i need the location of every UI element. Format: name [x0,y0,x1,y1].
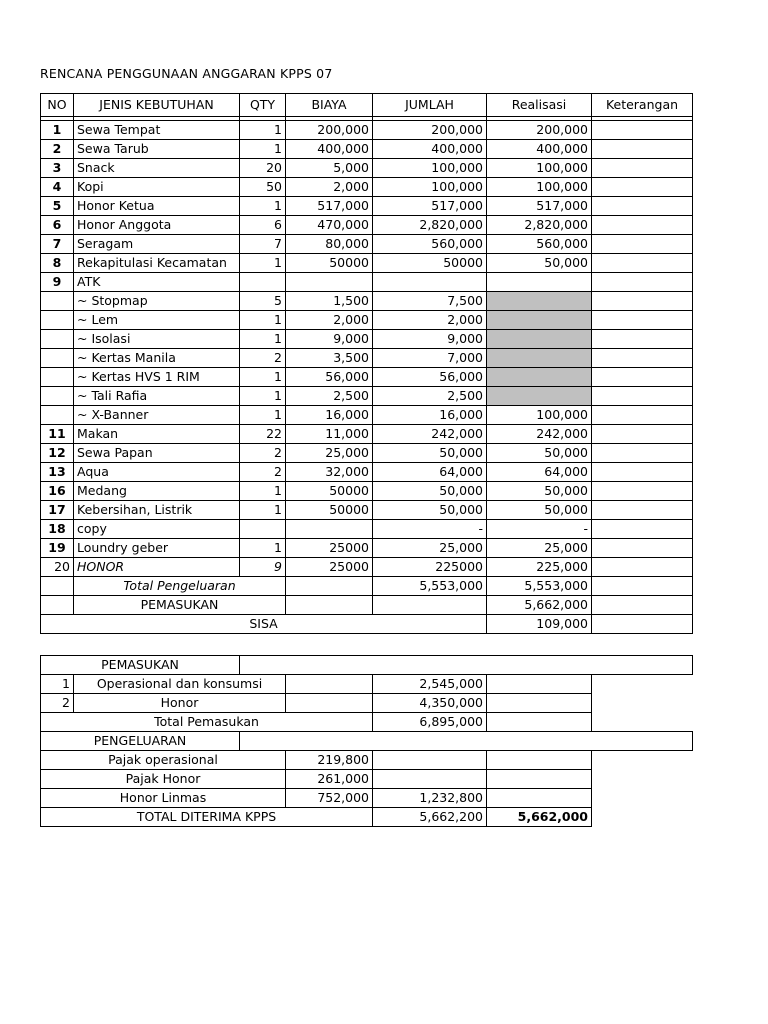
row-qty: 1 [240,368,286,387]
row-jumlah: 2,820,000 [373,216,487,235]
row-keterangan [592,387,693,406]
table-row [41,539,693,558]
row-keterangan [592,140,693,159]
row-jumlah: 225000 [373,558,487,577]
deduction-row [41,789,693,808]
row-realisasi [487,349,592,368]
row-item: Medang [74,482,240,501]
row-no [41,368,74,387]
row-realisasi [487,273,592,292]
row-keterangan [592,197,693,216]
row-qty: 2 [240,444,286,463]
row-biaya: 470,000 [286,216,373,235]
table-row [41,425,693,444]
row-no: 12 [41,444,74,463]
row-biaya: 400,000 [286,140,373,159]
row-no: 3 [41,159,74,178]
row-item: ~ Kertas HVS 1 RIM [74,368,240,387]
row-jumlah: 517,000 [373,197,487,216]
deduction-row [41,751,693,770]
row-keterangan [592,330,693,349]
row-item: Kopi [74,178,240,197]
row-qty: 20 [240,159,286,178]
row-keterangan [592,349,693,368]
sisa-realisasi: 109,000 [487,615,592,634]
row-item: HONOR [74,558,240,577]
row-realisasi: 50,000 [487,254,592,273]
row-no [41,292,74,311]
table-row [41,482,693,501]
row-jumlah: 7,000 [373,349,487,368]
row-qty: 1 [240,539,286,558]
row-biaya: 25,000 [286,444,373,463]
row-biaya: 517,000 [286,197,373,216]
row-keterangan [592,311,693,330]
row-qty: 1 [240,197,286,216]
row-biaya: 50000 [286,482,373,501]
row-item: Aqua [74,463,240,482]
deduction-label: Honor Linmas [41,789,286,808]
table-row [41,273,693,292]
pengeluaran-header-row [41,732,693,751]
pemasukan-realisasi: 5,662,000 [487,596,592,615]
row-biaya: 50000 [286,254,373,273]
row-item: ~ Kertas Manila [74,349,240,368]
table-row [41,292,693,311]
table-row [41,121,693,140]
row-keterangan [592,121,693,140]
row-no: 4 [41,178,74,197]
row-keterangan [592,558,693,577]
row-biaya: 56,000 [286,368,373,387]
total-diterima-row [41,808,693,827]
row-jumlah: 50,000 [373,444,487,463]
row-jumlah: 100,000 [373,159,487,178]
row-jumlah: 2,000 [373,311,487,330]
row-jumlah: 50,000 [373,501,487,520]
row-qty: 1 [240,254,286,273]
row-qty: 1 [240,121,286,140]
row-qty: 7 [240,235,286,254]
table-row [41,197,693,216]
row-no [41,387,74,406]
row-no: 11 [41,425,74,444]
row-biaya: 80,000 [286,235,373,254]
total-pemasukan-label: Total Pemasukan [41,713,373,732]
row-keterangan [592,235,693,254]
row-biaya: 16,000 [286,406,373,425]
table-header-row [41,94,693,117]
row-jumlah: 50000 [373,254,487,273]
table-row [41,463,693,482]
pemasukan-header: PEMASUKAN [41,656,240,675]
row-keterangan [592,463,693,482]
row-jumlah: 560,000 [373,235,487,254]
row-no: 9 [41,273,74,292]
row-item: ~ Stopmap [74,292,240,311]
table-row [41,349,693,368]
pemasukan-item-no: 1 [41,675,74,694]
row-realisasi: 100,000 [487,178,592,197]
row-qty: 2 [240,463,286,482]
row-item: Makan [74,425,240,444]
row-biaya: 11,000 [286,425,373,444]
header-no: NO [41,94,74,117]
row-realisasi [487,387,592,406]
row-jumlah [373,273,487,292]
row-keterangan [592,254,693,273]
header-biaya: BIAYA [286,94,373,117]
row-biaya: 32,000 [286,463,373,482]
table-row [41,406,693,425]
row-no [41,406,74,425]
document-title: RENCANA PENGGUNAAN ANGGARAN KPPS 07 [40,66,333,81]
row-keterangan [592,482,693,501]
row-biaya: 25000 [286,558,373,577]
table-row [41,368,693,387]
row-realisasi [487,311,592,330]
row-jumlah: 242,000 [373,425,487,444]
table-row [41,235,693,254]
row-no: 5 [41,197,74,216]
header-keterangan: Keterangan [592,94,693,117]
row-jumlah: 7,500 [373,292,487,311]
row-qty [240,273,286,292]
row-biaya: 2,500 [286,387,373,406]
pemasukan-table [40,655,693,827]
row-no [41,311,74,330]
row-realisasi: 100,000 [487,159,592,178]
row-item: Seragam [74,235,240,254]
row-no [41,330,74,349]
row-qty: 2 [240,349,286,368]
row-no: 8 [41,254,74,273]
row-realisasi: - [487,520,592,539]
total-diterima-final: 5,662,000 [487,808,592,827]
row-keterangan [592,539,693,558]
deduction-row [41,770,693,789]
row-keterangan [592,444,693,463]
row-realisasi: 2,820,000 [487,216,592,235]
row-item: Rekapitulasi Kecamatan [74,254,240,273]
header-jenis: JENIS KEBUTUHAN [74,94,240,117]
row-qty: 1 [240,140,286,159]
row-item: Honor Ketua [74,197,240,216]
row-keterangan [592,273,693,292]
row-keterangan [592,501,693,520]
table-row [41,140,693,159]
row-realisasi: 200,000 [487,121,592,140]
row-biaya: 9,000 [286,330,373,349]
deduction-amount: 219,800 [286,751,373,770]
row-item: ~ X-Banner [74,406,240,425]
row-realisasi: 25,000 [487,539,592,558]
row-item: Kebersihan, Listrik [74,501,240,520]
row-qty: 50 [240,178,286,197]
table-row [41,444,693,463]
row-no [41,349,74,368]
row-jumlah: 64,000 [373,463,487,482]
row-jumlah: - [373,520,487,539]
row-keterangan [592,292,693,311]
table-row [41,330,693,349]
deduction-sum [373,751,487,770]
table-row [41,178,693,197]
row-biaya: 3,500 [286,349,373,368]
header-realisasi: Realisasi [487,94,592,117]
row-item: ATK [74,273,240,292]
row-jumlah: 16,000 [373,406,487,425]
deduction-sum [373,770,487,789]
row-jumlah: 2,500 [373,387,487,406]
row-qty [240,520,286,539]
pemasukan-label: PEMASUKAN [74,596,286,615]
row-biaya [286,273,373,292]
row-qty: 1 [240,311,286,330]
row-jumlah: 200,000 [373,121,487,140]
header-qty: QTY [240,94,286,117]
row-biaya: 50000 [286,501,373,520]
budget-table [40,93,693,634]
row-no: 16 [41,482,74,501]
pemasukan-item-row [41,694,693,713]
total-pengeluaran-label: Total Pengeluaran [74,577,286,596]
deduction-label: Pajak Honor [41,770,286,789]
row-realisasi: 100,000 [487,406,592,425]
total-pengeluaran-realisasi: 5,553,000 [487,577,592,596]
pemasukan-header-row [41,656,693,675]
row-realisasi: 50,000 [487,501,592,520]
row-item: Sewa Tempat [74,121,240,140]
sisa-label: SISA [41,615,487,634]
row-realisasi: 400,000 [487,140,592,159]
row-no: 20 [41,558,74,577]
table-row [41,216,693,235]
table-row [41,159,693,178]
header-jumlah: JUMLAH [373,94,487,117]
row-biaya: 5,000 [286,159,373,178]
row-jumlah: 100,000 [373,178,487,197]
row-item: Honor Anggota [74,216,240,235]
row-biaya: 2,000 [286,178,373,197]
row-item: copy [74,520,240,539]
total-pemasukan-amount: 6,895,000 [373,713,487,732]
total-pemasukan-row [41,713,693,732]
row-item: Sewa Papan [74,444,240,463]
row-no: 19 [41,539,74,558]
row-biaya [286,520,373,539]
row-keterangan [592,368,693,387]
row-no: 7 [41,235,74,254]
row-keterangan [592,178,693,197]
row-item: Snack [74,159,240,178]
row-item: Loundry geber [74,539,240,558]
table-row [41,501,693,520]
pemasukan-item-label: Operasional dan konsumsi [74,675,286,694]
table-row [41,311,693,330]
table-row [41,520,693,539]
row-qty: 1 [240,482,286,501]
row-no: 6 [41,216,74,235]
row-jumlah: 400,000 [373,140,487,159]
row-keterangan [592,159,693,178]
row-realisasi: 560,000 [487,235,592,254]
row-qty: 6 [240,216,286,235]
row-realisasi: 242,000 [487,425,592,444]
row-realisasi: 50,000 [487,482,592,501]
row-realisasi: 64,000 [487,463,592,482]
total-pengeluaran-row [41,577,693,596]
row-keterangan [592,406,693,425]
table-row [41,254,693,273]
row-realisasi: 517,000 [487,197,592,216]
row-keterangan [592,425,693,444]
row-keterangan [592,216,693,235]
row-realisasi [487,292,592,311]
row-realisasi [487,368,592,387]
pemasukan-item-row [41,675,693,694]
row-no: 1 [41,121,74,140]
total-diterima-amount: 5,662,200 [373,808,487,827]
row-item: Sewa Tarub [74,140,240,159]
row-qty: 22 [240,425,286,444]
pemasukan-row [41,596,693,615]
total-diterima-label: TOTAL DITERIMA KPPS [41,808,373,827]
pengeluaran-header: PENGELUARAN [41,732,240,751]
sisa-row [41,615,693,634]
row-no: 13 [41,463,74,482]
deduction-amount: 261,000 [286,770,373,789]
deduction-sum: 1,232,800 [373,789,487,808]
row-biaya: 25000 [286,539,373,558]
row-item: ~ Tali Rafia [74,387,240,406]
row-qty: 1 [240,330,286,349]
row-item: ~ Isolasi [74,330,240,349]
row-realisasi [487,330,592,349]
row-jumlah: 50,000 [373,482,487,501]
pemasukan-item-amount: 4,350,000 [373,694,487,713]
row-realisasi: 50,000 [487,444,592,463]
row-jumlah: 9,000 [373,330,487,349]
row-qty: 1 [240,387,286,406]
pemasukan-item-label: Honor [74,694,286,713]
row-no: 18 [41,520,74,539]
row-qty: 1 [240,406,286,425]
row-item: ~ Lem [74,311,240,330]
pemasukan-item-amount: 2,545,000 [373,675,487,694]
row-biaya: 200,000 [286,121,373,140]
row-qty: 9 [240,558,286,577]
row-realisasi: 225,000 [487,558,592,577]
row-no: 17 [41,501,74,520]
row-biaya: 1,500 [286,292,373,311]
pemasukan-item-no: 2 [41,694,74,713]
deduction-amount: 752,000 [286,789,373,808]
row-biaya: 2,000 [286,311,373,330]
row-no: 2 [41,140,74,159]
row-jumlah: 56,000 [373,368,487,387]
table-row [41,558,693,577]
row-qty: 5 [240,292,286,311]
row-jumlah: 25,000 [373,539,487,558]
deduction-label: Pajak operasional [41,751,286,770]
total-pengeluaran-jumlah: 5,553,000 [373,577,487,596]
row-qty: 1 [240,501,286,520]
row-keterangan [592,520,693,539]
table-row [41,387,693,406]
